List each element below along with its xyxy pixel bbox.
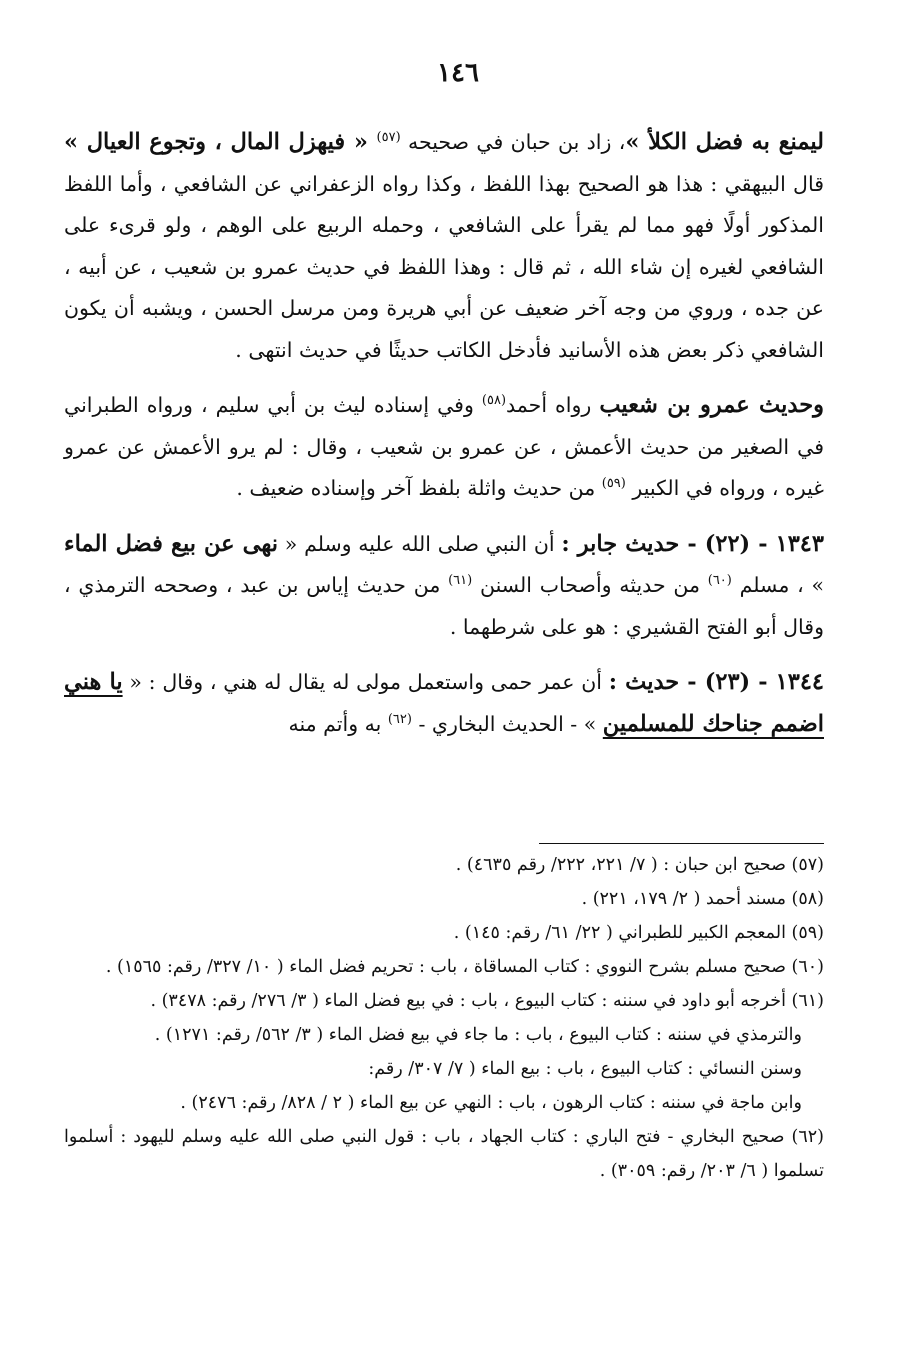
footnote-ref: (٥٩): [601, 476, 626, 492]
page-number: ١٤٦: [437, 58, 479, 88]
footnotes: [64, 848, 824, 1188]
footnote-ref: (٦١): [448, 573, 473, 589]
bold-phrase: « فيهزل المال ، وتجوع العيال »: [64, 129, 377, 155]
footnote-61-ibn-majah: وابن ماجة في سننه : كتاب الرهون ، باب : النهي عن بيع الماء ( ٢ / ٨٢٨/ رقم: ٢٤٧٦) .: [180, 1093, 802, 1113]
footnote-61-tirmidhi: والترمذي في سننه : كتاب البيوع ، باب : ما جاء في بيع فضل الماء ( ٣/ ٥٦٢/ رقم: ١٢٧١) .: [154, 1025, 802, 1045]
footnote-61-nasai: وسنن النسائي : كتاب البيوع ، باب : بيع الماء ( ٧/ ٣٠٧/ رقم:: [368, 1059, 802, 1079]
bold-phrase: وحديث عمرو بن شعيب: [599, 392, 824, 418]
hadith-quote: نهى عن بيع فضل الماء: [64, 530, 279, 557]
footnote-59: (٥٩) المعجم الكبير للطبراني ( ٢٢/ ٦١/ رقم: ١٤٥) .: [453, 923, 824, 943]
footnote-58: (٥٨) مسند أحمد ( ٢/ ١٧٩، ٢٢١) .: [581, 889, 824, 909]
footnote-divider: [539, 843, 824, 844]
text-run: وفي إسناده ليث بن أبي سليم ، ورواه الطبراني في الصغير من حديث الأعمش ، عن عمرو بن شعيب ، وقال : لم يرو الأعمش عن عمرو غيره ، ورواه في الكبير: [64, 393, 824, 500]
text-run: » ، مسلم: [731, 573, 824, 597]
text-run: ، زاد بن حبان في صحيحه: [400, 130, 626, 154]
footnote-57: (٥٧) صحيح ابن حبان : ( ٧/ ٢٢١، ٢٢٢/ رقم ٤٦٣٥) .: [455, 855, 824, 875]
paragraph-hadith-1344: [64, 662, 824, 745]
hadith-heading: ١٣٤٣ - (٢٢) - حديث جابر :: [561, 530, 824, 557]
main-text: [64, 122, 824, 745]
text-run: من حديث إياس بن عبد ، وصححه الترمذي ، وقال أبو الفتح القشيري : هو على شرطهما .: [64, 573, 824, 639]
text-run: من حديث واثلة بلفظ آخر وإسناده ضعيف .: [236, 476, 602, 500]
text-run: قال البيهقي : هذا هو الصحيح بهذا اللفظ ، وكذا رواه الزعفراني عن الشافعي ، وأما اللفظ المذكور أولًا فهو مما لم يقرأ على الشافعي ، وحمله الربيع على الوهم ، ولو قرىء على الشافعي لغيره إن شاء الله ، ثم قال : وهذا اللفظ في حديث عمرو بن شعيب ، عن أبيه ، عن جده ، وروي من وجه آخر ضعيف عن أبي هريرة ومن مرسل الحسن ، ويشبه أن يكون الشافعي ذكر بعض هذه الأسانيد فأدخل الكاتب حديثًا في حديث انتهى .: [64, 171, 824, 362]
paragraph-2: [64, 385, 824, 510]
footnote-61: (٦١) أخرجه أبو داود في سننه : كتاب البيوع ، باب : في بيع فضل الماء ( ٣/ ٢٧٦/ رقم: ٣٤٧٨) .: [150, 991, 824, 1011]
footnote-ref: (٦٠): [707, 573, 732, 589]
footnote-60: (٦٠) صحيح مسلم بشرح النووي : كتاب المساقاة ، باب : تحريم فضل الماء ( ١٠/ ٣٢٧/ رقم: ١٥٦٥) .: [105, 957, 824, 977]
text-run: من حديثه وأصحاب السنن: [472, 573, 708, 597]
hadith-quote: يا هني اضمم جناحك للمسلمين: [64, 669, 824, 737]
footnote-ref: (٦٢): [387, 711, 412, 727]
text-run: به وأتم منه: [288, 711, 388, 736]
paragraph-hadith-1343: [64, 524, 824, 649]
text-run: رواه أحمد: [506, 393, 600, 417]
text-run: » - الحديث البخاري -: [411, 711, 603, 736]
hadith-heading: ١٣٤٤ - (٢٣) - حديث :: [608, 669, 825, 695]
footnote-ref: (٥٧): [376, 130, 401, 146]
footnote-ref: (٥٨): [481, 393, 507, 409]
bold-phrase: ليمنع به فضل الكلأ »: [625, 129, 824, 155]
paragraph-1: [64, 122, 824, 371]
footnote-62: (٦٢) صحيح البخاري - فتح الباري : كتاب الجهاد ، باب : قول النبي صلى الله عليه وسلم لليهود : أسلموا تسلموا ( ٦/ ٢٠٣/ رقم: ٣٠٥٩) .: [64, 1127, 824, 1181]
text-run: أن النبي صلى الله عليه وسلم «: [278, 531, 562, 556]
text-run: أن عمر حمى واستعمل مولى له يقال له هني ، وقال : «: [122, 670, 609, 694]
